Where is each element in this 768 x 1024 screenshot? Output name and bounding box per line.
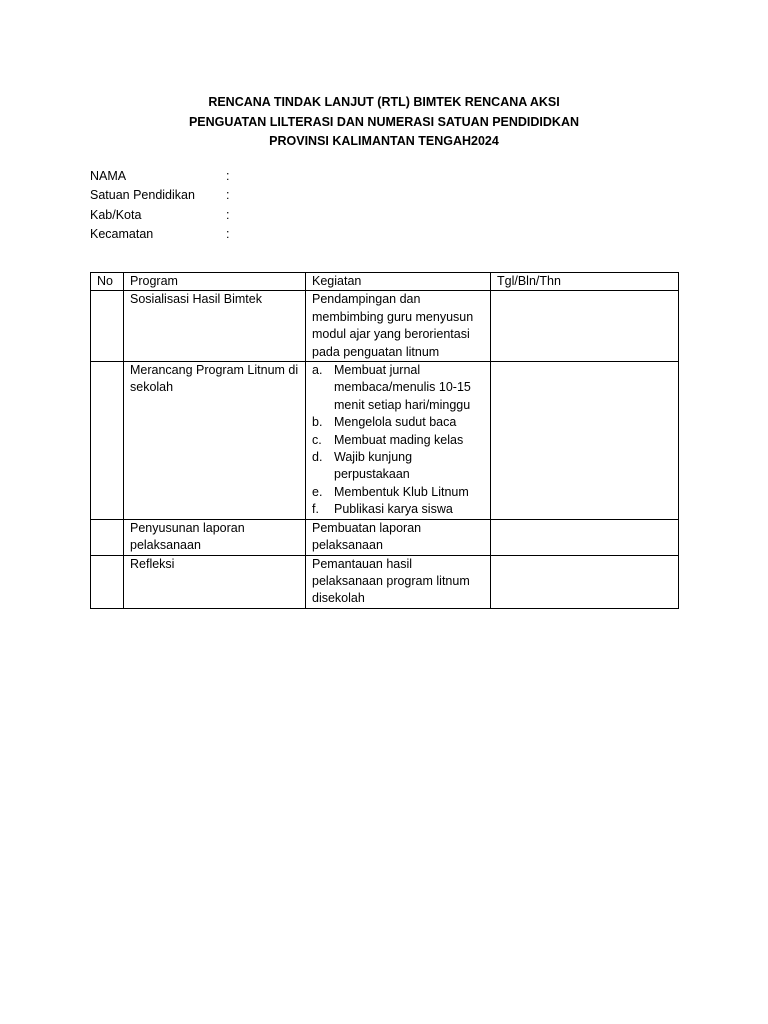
list-marker: f.	[312, 502, 319, 517]
list-text: Wajib kunjung perpustakaan	[334, 450, 413, 482]
cell-no	[91, 555, 124, 608]
field-colon: :	[226, 188, 230, 203]
title-line-2: PENGUATAN LILTERASI DAN NUMERASI SATUAN PENDIDIDKAN	[188, 114, 580, 129]
header-no: No	[91, 273, 124, 291]
title-line-3: PROVINSI KALIMANTAN TENGAH2024	[269, 134, 499, 148]
list-text: Mengelola sudut baca	[334, 415, 457, 430]
cell-tgl	[491, 291, 679, 362]
list-item	[312, 484, 484, 501]
list-text: Membentuk Klub Litnum	[334, 484, 469, 499]
list-item	[312, 362, 484, 414]
table-header-row	[91, 273, 679, 291]
list-marker: a.	[312, 363, 323, 378]
list-marker: d.	[312, 450, 323, 465]
cell-tgl	[491, 555, 679, 608]
cell-tgl	[491, 362, 679, 520]
title-line-1: RENCANA TINDAK LANJUT (RTL) BIMTEK RENCANA AKSI	[208, 95, 560, 109]
field-colon: :	[226, 207, 230, 222]
field-colon: :	[226, 226, 230, 241]
cell-kegiatan: Pemantauan hasil pelaksanaan program litnum disekolah	[306, 555, 491, 608]
cell-no	[91, 362, 124, 520]
list-text: Membuat jurnal membaca/menulis 10-15 menit setiap hari/minggu	[334, 363, 471, 412]
list-item	[312, 432, 484, 449]
field-label: Satuan Pendidikan	[90, 188, 195, 203]
list-marker: e.	[312, 484, 323, 499]
table-row	[91, 555, 679, 608]
list-text: Membuat mading kelas	[334, 432, 464, 447]
field-nama	[90, 167, 390, 186]
field-colon: :	[226, 169, 230, 183]
table-row	[91, 291, 679, 362]
header-program: Program	[124, 273, 306, 291]
cell-no	[91, 291, 124, 362]
rtl-table	[90, 272, 679, 609]
cell-program: Merancang Program Litnum di sekolah	[124, 362, 306, 520]
field-kab-kota	[90, 206, 390, 225]
table-row	[91, 519, 679, 555]
identity-fields	[90, 167, 390, 244]
field-label: NAMA	[90, 169, 127, 183]
list-item	[312, 449, 484, 484]
field-satuan-pendidikan	[90, 186, 390, 205]
field-kecamatan	[90, 225, 390, 244]
list-text: Publikasi karya siswa	[334, 502, 453, 517]
kegiatan-list	[312, 362, 484, 519]
list-marker: b.	[312, 415, 323, 430]
list-marker: c.	[312, 432, 322, 447]
cell-no	[91, 519, 124, 555]
header-kegiatan: Kegiatan	[306, 273, 491, 291]
cell-tgl	[491, 519, 679, 555]
cell-kegiatan: Pendampingan dan membimbing guru menyusun modul ajar yang berorientasi pada penguatan litnum	[306, 291, 491, 362]
header-tgl: Tgl/Bln/Thn	[491, 273, 679, 291]
cell-program: Sosialisasi Hasil Bimtek	[124, 291, 306, 362]
cell-kegiatan	[306, 362, 491, 520]
document-title	[0, 93, 768, 152]
field-label: Kecamatan	[90, 226, 154, 241]
list-item	[312, 414, 484, 431]
list-item	[312, 501, 484, 518]
field-label: Kab/Kota	[90, 207, 142, 222]
table-row	[91, 362, 679, 520]
cell-program: Refleksi	[124, 555, 306, 608]
cell-program: Penyusunan laporan pelaksanaan	[124, 519, 306, 555]
cell-kegiatan: Pembuatan laporan pelaksanaan	[306, 519, 491, 555]
